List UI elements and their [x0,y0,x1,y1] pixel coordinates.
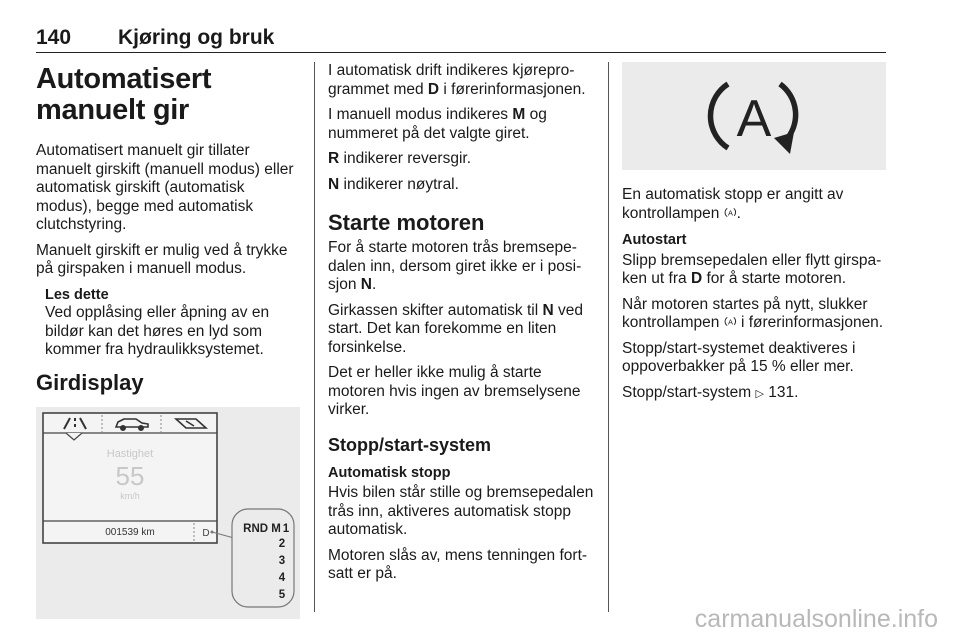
girdisplay-heading: Girdisplay [36,369,144,395]
autostop-a-icon [694,66,814,166]
gear-modes-label: RND M [243,522,281,535]
autostart-paragraph [622,252,888,289]
text-run: i førerinformasjonen. [736,314,884,331]
text-run: For å starte motoren trås bremsepedalen inn, dersom giret ikke er i posisjon [328,239,582,293]
gear-2: 2 [278,537,286,550]
autostop-indicator-icon [724,315,737,328]
bold-d: D [427,80,440,98]
text-run: og nummeret på det valgte giret. [328,106,547,142]
page-reference[interactable]: 131 [768,383,795,401]
autostop-icon-figure [622,62,886,170]
gear-indicator: D [202,527,210,539]
note-text: Ved opplåsing eller åpning av en bildør kan det høres en lyd som kommer fra hydraulikksystemet. [45,304,270,358]
engine-off-paragraph: Motoren slås av, mens tenningen fortsatt er på. [328,546,588,582]
restart-paragraph [622,296,888,333]
text-run: Stopp/start-system [622,383,756,401]
text-run: Girkassen skifter automatisk til [328,301,543,319]
speed-label: Hastighet [106,447,154,460]
text-run: i førerinformasjonen. [439,80,586,98]
text-run: . [794,383,799,401]
neutral-paragraph [328,176,594,195]
column-3 [622,62,888,410]
speed-unit: km/h [120,490,140,501]
bold-d: D [690,270,703,287]
text-run: En automatisk stopp er angitt av kontrollampen [622,186,844,222]
text-run: . [736,204,741,222]
main-heading: Automatisert manuelt gir [36,63,212,126]
start-engine-heading: Starte motoren [328,210,485,235]
text-run: I manuell modus indikeres [328,106,513,123]
icon-letter: A [736,90,772,148]
stop-start-heading: Stopp/start-system [328,434,492,455]
gear-3: 3 [278,554,286,567]
svg-text:A: A [727,317,733,327]
watermark: carmanualsonline.info [694,605,938,633]
svg-text:A: A [727,207,733,217]
auto-mode-paragraph [328,62,594,99]
bold-r: R [328,150,340,167]
gear-1: 1 [282,522,290,535]
gear-4: 4 [278,571,286,584]
page-header [36,24,886,53]
odometer: 001539 km [105,526,155,538]
start-paragraph [328,239,594,295]
text-run: Slipp bremsepedalen eller flytt girspaken ut fra [622,251,882,287]
brake-lights-paragraph: Det er heller ikke mulig å starte motoren hvis ingen av bremselysene virker. [328,364,581,418]
auto-stop-paragraph: Hvis bilen står stille og bremsepedalen trås inn, aktiveres automatisk stopp automatisk. [328,484,594,538]
bold-n: N [328,175,340,193]
column-divider-2 [608,62,609,612]
cross-reference-paragraph[interactable] [622,384,888,404]
manual-mode-paragraph [328,106,594,143]
instrument-display-illustration [36,407,300,619]
bold-n: N [360,276,372,293]
text-run: . [371,276,377,293]
bold-n: N [542,301,554,319]
intro-paragraph: Automatisert manuelt gir tillater manuelt girskift (manuell modus) eller automatisk girskift (automatisk modus), begge med automatisk clutchstyring. [36,142,294,233]
text-run: indikerer nøytral. [339,175,459,193]
gear-display-figure [36,407,300,619]
bold-m: M [512,106,526,123]
note-block [36,286,302,360]
text-run: ved start. Det kan forekomme en liten forsinkelse. [328,301,583,356]
autostop-indicator-icon [724,206,737,219]
gearbox-paragraph [328,302,594,358]
uphill-paragraph: Stopp/start-systemet deaktiveres i oppoverbakker på 15 % eller mer. [622,339,856,375]
gear-5: 5 [278,588,286,601]
autostart-subheading: Autostart [622,232,687,248]
autostop-indicator-paragraph [622,186,888,223]
reference-arrow-icon: ▷ [755,387,764,400]
text-run: for å starte motoren. [702,270,847,287]
text-run: indikerer reversgir. [339,150,471,167]
column-2 [328,62,594,591]
manual-shift-paragraph: Manuelt girskift er mulig ved å trykke på girspaken i manuell modus. [36,241,288,277]
speed-value: 55 [115,460,145,491]
note-title: Les dette [45,286,109,303]
page-number: 140 [36,26,72,49]
text-run: I automatisk drift indikeres kjøreprogrammet med [328,62,575,98]
text-run: Når motoren startes på nytt, slukker kontrollampen [622,295,868,331]
reverse-paragraph [328,150,594,169]
column-divider-1 [314,62,315,612]
column-1 [36,62,302,619]
section-title: Kjøring og bruk [118,26,275,49]
auto-stop-subheading: Automatisk stopp [328,464,451,481]
